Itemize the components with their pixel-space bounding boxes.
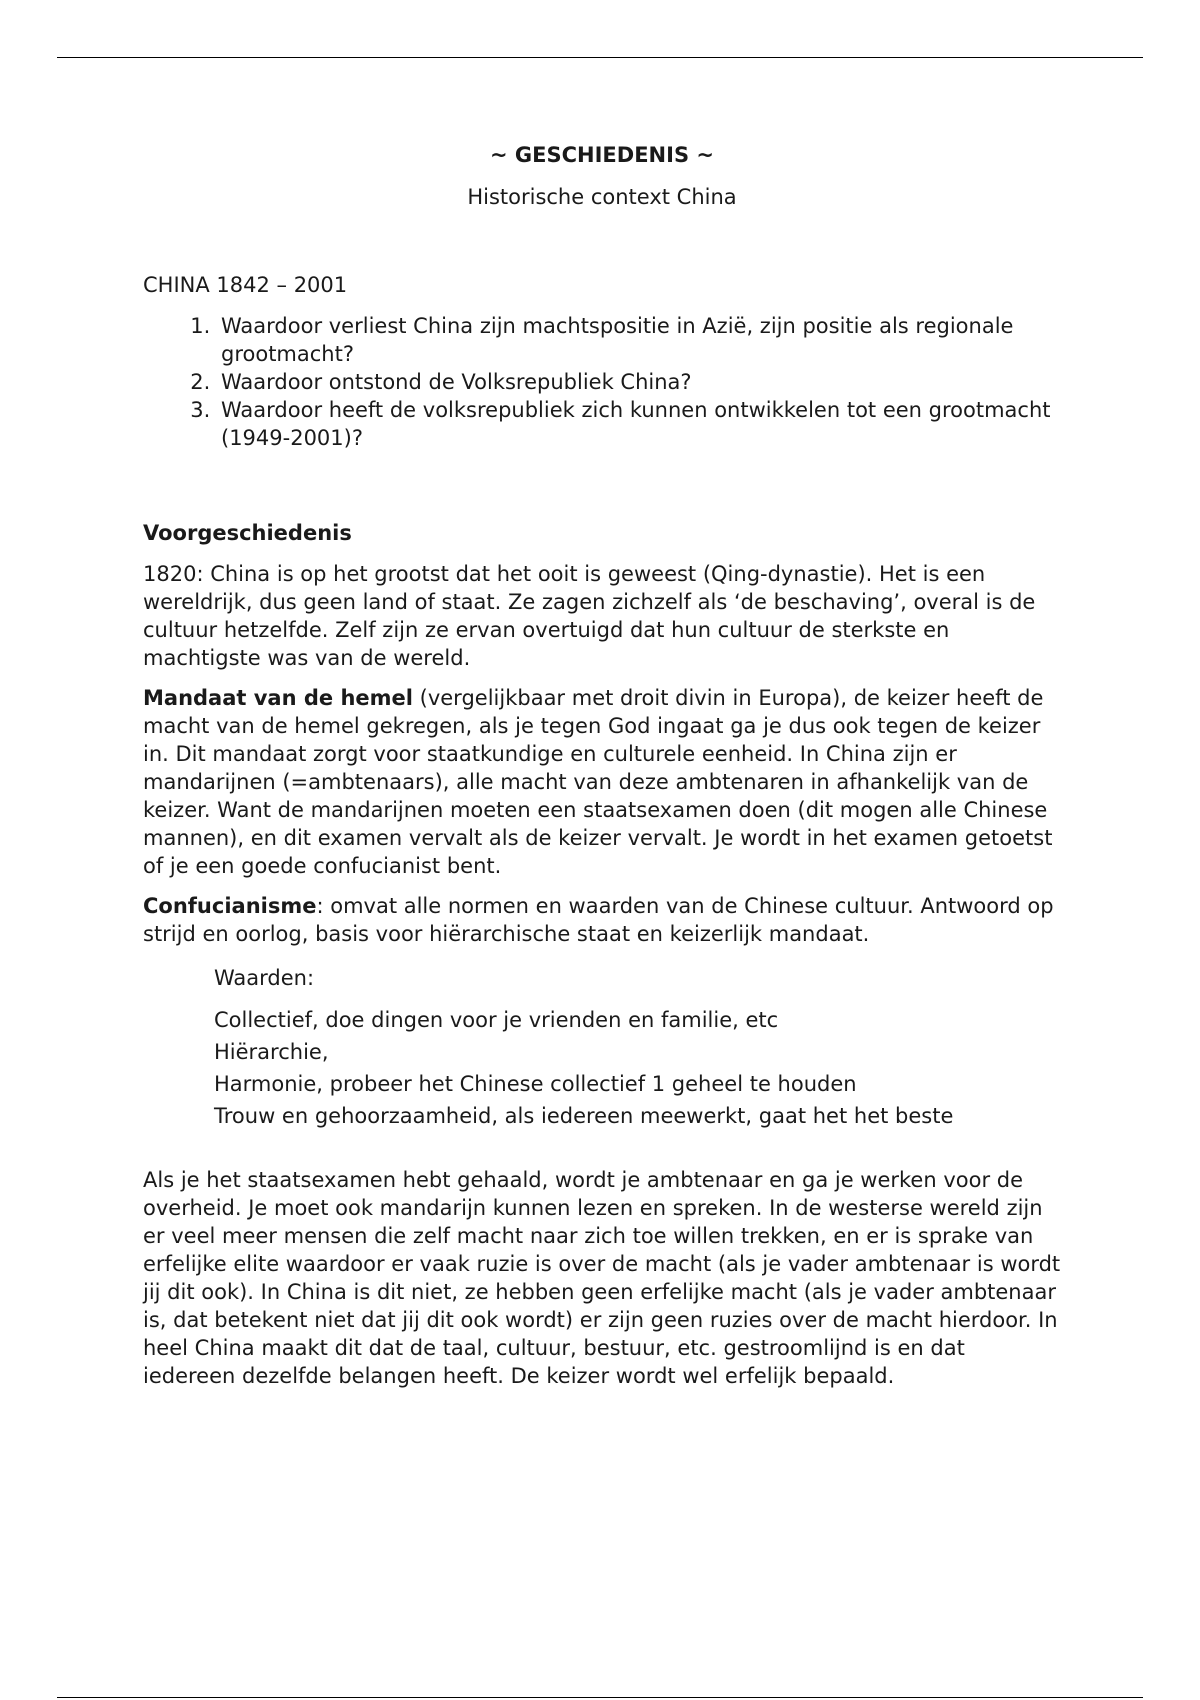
- value-item: Trouw en gehoorzaamheid, als iedereen meewerkt, gaat het het beste: [214, 1104, 954, 1128]
- paragraph-confucianisme: [143, 892, 1061, 948]
- values-block: [143, 964, 1061, 1132]
- values-label: Waarden:: [214, 966, 315, 990]
- paragraph-mandaat-text: (vergelijkbaar met droit divin in Europa), de keizer heeft de macht van de hemel gekregen, als je tegen God ingaat ga je dus ook tegen de keizer in. Dit mandaat zorgt voor staatkundige en culturele eenheid. In China zijn er mandarijnen (=ambtenaars), alle macht van deze ambtenaren in afhankelijk van de keizer. Want de mandarijnen moeten een staatsexamen doen (dit mogen alle Chinese mannen), en dit examen vervalt als de keizer vervalt. Je wordt in het examen getoetst of je een goede confucianist bent.: [143, 686, 1053, 878]
- question-item: 1. Waardoor verliest China zijn machtspositie in Azië, zijn positie als regionale grootmacht?: [217, 312, 1061, 368]
- question-list: [143, 312, 1061, 452]
- question-item: 3. Waardoor heeft de volksrepubliek zich kunnen ontwikkelen tot een grootmacht (1949-2001)?: [217, 396, 1061, 452]
- paragraph-mandaat: [143, 684, 1061, 880]
- header-rule: [57, 57, 1143, 58]
- term-mandaat: Mandaat van de hemel: [143, 686, 413, 710]
- value-item: Hiërarchie,: [214, 1040, 329, 1064]
- document-title: ~ GESCHIEDENIS ~: [490, 143, 714, 167]
- values-list: [214, 1004, 1061, 1132]
- period-heading: CHINA 1842 – 2001: [143, 273, 348, 297]
- footer-rule: [57, 1697, 1143, 1698]
- paragraph-1820: 1820: China is op het grootst dat het ooit is geweest (Qing-dynastie). Het is een wereldrijk, dus geen land of staat. Ze zagen zichzelf als ‘de beschaving’, overal is de cultuur hetzelfde. Zelf zijn ze ervan overtuigd dat hun cultuur de sterkste en machtigste was van de wereld.: [143, 562, 1036, 670]
- question-item: 2. Waardoor ontstond de Volksrepubliek China?: [217, 368, 1061, 396]
- paragraph-staatsexamen: Als je het staatsexamen hebt gehaald, wordt je ambtenaar en ga je werken voor de overheid. Je moet ook mandarijn kunnen lezen en spreken. In de westerse wereld zijn er veel meer mensen die zelf macht naar zich toe willen trekken, en er is sprake van erfelijke elite waardoor er vaak ruzie is over de macht (als je vader ambtenaar is wordt jij dit ook). In China is dit niet, ze hebben geen erfelijke macht (als je vader ambtenaar is, dat betekent niet dat jij dit ook wordt) er zijn geen ruzies over de macht hierdoor. In heel China maakt dit dat de taal, cultuur, bestuur, etc. gestroomlijnd is en dat iedereen dezelfde belangen heeft. De keizer wordt wel erfelijk bepaald.: [143, 1168, 1061, 1388]
- section-heading: Voorgeschiedenis: [143, 521, 352, 545]
- paragraph-confucianisme-text: : omvat alle normen en waarden van de Chinese cultuur. Antwoord op strijd en oorlog, basis voor hiërarchische staat en keizerlijk mandaat.: [143, 894, 1054, 946]
- value-item: Collectief, doe dingen voor je vrienden en familie, etc: [214, 1008, 779, 1032]
- document-body: [143, 140, 1061, 1390]
- term-confucianisme: Confucianisme: [143, 894, 317, 918]
- value-item: Harmonie, probeer het Chinese collectief 1 geheel te houden: [214, 1072, 857, 1096]
- document-subtitle: Historische context China: [467, 185, 737, 209]
